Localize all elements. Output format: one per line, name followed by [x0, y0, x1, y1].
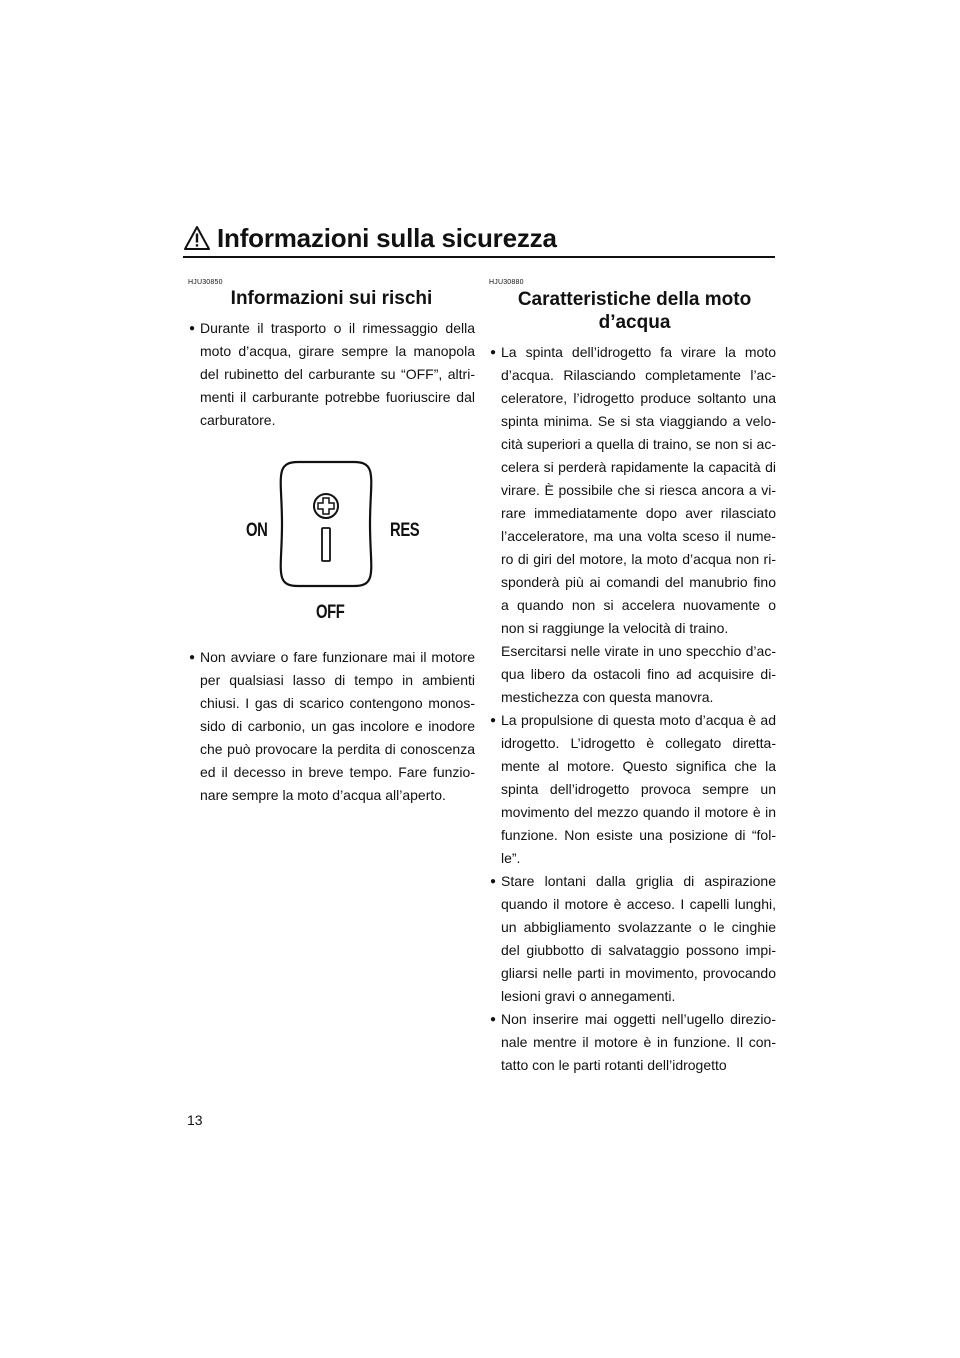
section-code: HJU30880 — [489, 279, 524, 286]
list-item — [188, 646, 475, 807]
bullet-icon: ● — [490, 876, 497, 887]
paragraph: Stare lontani dalla griglia di aspirazione quando il motore è acceso. I capelli lunghi, un abbigliamento svolazzante o le cinghie del giubbotto di salvataggio possono impi-gliarsi nelle parti in movimento, provocando lesioni gravi o annegamenti. — [501, 873, 776, 1004]
section-code: HJU30850 — [188, 279, 223, 286]
on-label: ON — [246, 520, 268, 541]
list-item — [489, 709, 776, 870]
bullet-icon: ● — [490, 1014, 497, 1025]
section-title — [493, 288, 776, 334]
left-column — [188, 278, 475, 807]
header-row — [183, 223, 775, 253]
pointer-indicator — [322, 528, 330, 561]
bullet-list — [188, 317, 475, 432]
header-rule — [183, 256, 775, 258]
paragraph: Non avviare o fare funzionare mai il motore per qualsiasi lasso di tempo in ambienti chiusi. I gas di scarico contengono monos-sido di carbonio, un gas incolore e inodore che può provocare la perdita di conoscenza ed il decesso in breve tempo. Fare funzio-nare sempre la moto d’acqua all’aperto. — [200, 649, 475, 803]
paragraph: La propulsione di questa moto d’acqua è ad idrogetto. L’idrogetto è collegato diretta-mente al motore. Questo significa che la spinta dell’idrogetto provoca sempre un movimento del mezzo quando il motore è in funzione. Non esiste una posizione di “fol-le”. — [501, 712, 776, 866]
fuel-cock-figure — [188, 454, 475, 626]
bullet-icon: ● — [189, 323, 196, 334]
bullet-list — [489, 341, 776, 1077]
section-title-line1: Caratteristiche della moto — [517, 289, 752, 310]
section-title: Informazioni sui rischi — [230, 288, 433, 309]
page-number: 13 — [187, 1112, 203, 1128]
bullet-icon: ● — [490, 715, 497, 726]
bullet-icon: ● — [490, 347, 497, 358]
res-label: RES — [390, 520, 420, 541]
off-label: OFF — [316, 602, 345, 623]
knob-outline — [281, 462, 372, 586]
page-title: Informazioni sulla sicurezza — [217, 223, 557, 253]
list-item — [188, 317, 475, 432]
bullet-list — [188, 646, 475, 807]
list-item — [489, 341, 776, 709]
paragraph: Durante il trasporto o il rimessaggio della moto d’acqua, girare sempre la manopola del rubinetto del carburante su “OFF”, altri-menti il carburante potrebbe fuoriuscire dal carburatore. — [200, 320, 475, 428]
fuel-cock-diagram — [188, 454, 475, 626]
paragraph: La spinta dell’idrogetto fa virare la moto d’acqua. Rilasciando completamente l’ac-celeratore, l’idrogetto produce soltanto una spinta minima. Se si sta viaggiando a velo-cità superiori a quella di traino, se non si ac-celera si perderà rapidamente la capacità di virare. È possibile che si riesca ancora a vi-rare immediatamente dopo aver rilasciato l’acceleratore, ma una volta sceso il nume-ro di giri del motore, la moto d’acqua non ri-sponderà più ai comandi del manubrio fino a quando non si accelera nuovamente o non si raggiunge la velocità di traino. — [501, 344, 776, 636]
page-header — [183, 223, 775, 258]
paragraph: Esercitarsi nelle virate in uno specchio d’ac-qua libero da ostacoli fino ad acquisire di-mestichezza con questa manovra. — [501, 643, 776, 705]
section-title-line2: d’acqua — [598, 312, 671, 333]
warning-triangle-icon — [183, 225, 211, 251]
right-column — [489, 278, 776, 1077]
paragraph: Non inserire mai oggetti nell’ugello direzio-nale mentre il motore è in funzione. Il con-tatto con le parti rotanti dell’idrogetto — [501, 1011, 776, 1073]
list-item — [489, 870, 776, 1008]
bullet-icon: ● — [189, 652, 196, 663]
list-item — [489, 1008, 776, 1077]
